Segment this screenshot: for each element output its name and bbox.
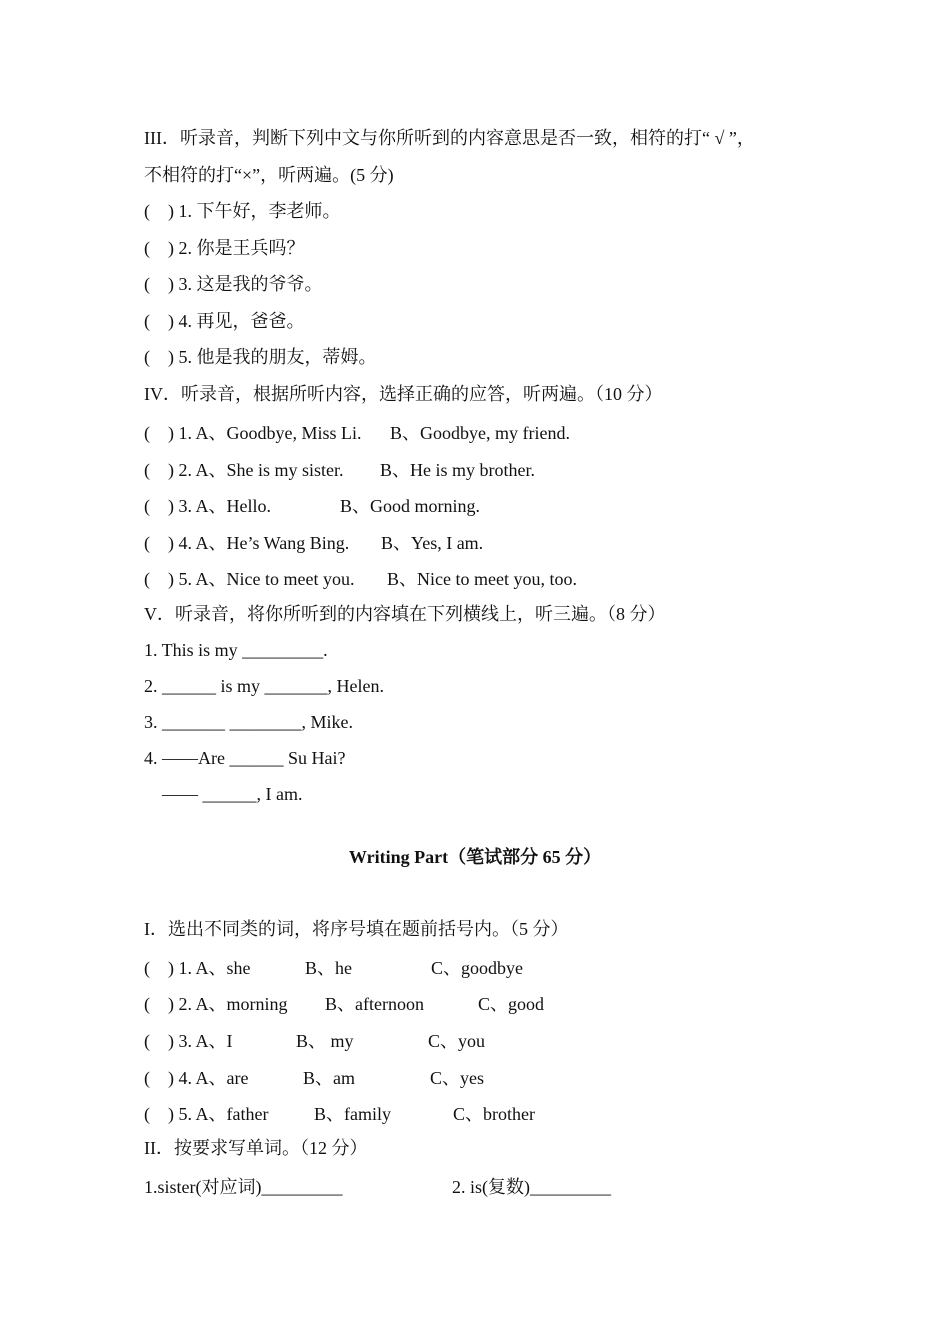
section-4-item-1-b: B、Goodbye, my friend. <box>390 423 570 443</box>
section-1-item-2-c: C、good <box>478 994 545 1014</box>
section-1-item-4-b: B、am <box>303 1068 355 1088</box>
section-3-item-1: ( ) 1. 下午好，李老师。 <box>144 201 341 221</box>
section-1-item-1-b: B、he <box>305 958 352 978</box>
section-3-title-line-2: 不相符的打“×”，听两遍。(5 分) <box>144 165 394 185</box>
section-1-item-5-b: B、family <box>314 1104 391 1124</box>
section-4-item-5-b: B、Nice to meet you, too. <box>387 569 577 589</box>
section-3-item-2: ( ) 2. 你是王兵吗？ <box>144 238 305 258</box>
section-4-item-3-b: B、Good morning. <box>340 496 481 516</box>
section-3-item-5: ( ) 5. 他是我的朋友，蒂姆。 <box>144 347 377 367</box>
section-1-title: I．选出不同类的词，将序号填在题前括号内。（5 分） <box>144 919 569 939</box>
section-3-item-4: ( ) 4. 再见，爸爸。 <box>144 311 305 331</box>
section-5-item-2: 2. ______ is my _______, Helen. <box>144 676 384 696</box>
section-5-title: V．听录音，将你所听到的内容填在下列横线上，听三遍。（8 分） <box>144 604 666 624</box>
section-2-question-1: 1.sister(对应词)_________ <box>144 1177 343 1197</box>
section-1-item-5-c: C、brother <box>453 1104 535 1124</box>
section-3-title-line-1: III．听录音，判断下列中文与你所听到的内容意思是否一致，相符的打“ √ ”， <box>144 128 755 148</box>
writing-part-header: Writing Part（笔试部分 65 分） <box>348 847 602 867</box>
section-4-title: IV．听录音，根据所听内容，选择正确的应答，听两遍。（10 分） <box>144 384 663 404</box>
section-1-item-5-a: ( ) 5. A、father <box>144 1104 269 1124</box>
section-1-item-3-a: ( ) 3. A、I <box>144 1031 233 1051</box>
section-1-item-1-a: ( ) 1. A、she <box>144 958 251 978</box>
section-2-title: II．按要求写单词。（12 分） <box>144 1138 368 1158</box>
section-3-item-3: ( ) 3. 这是我的爷爷。 <box>144 274 323 294</box>
section-4-item-4-b: B、Yes, I am. <box>381 533 484 553</box>
section-4-item-5-a: ( ) 5. A、Nice to meet you. <box>144 569 355 589</box>
section-4-item-2-a: ( ) 2. A、She is my sister. <box>144 460 344 480</box>
section-2-question-2: 2. is(复数)_________ <box>452 1177 611 1197</box>
section-1-item-1-c: C、goodbye <box>431 958 523 978</box>
section-5-item-1: 1. This is my _________. <box>144 640 328 660</box>
section-4-item-4-a: ( ) 4. A、He’s Wang Bing. <box>144 533 350 553</box>
section-5-item-4: 4. ——Are ______ Su Hai? <box>144 748 346 768</box>
section-1-item-3-c: C、you <box>428 1031 486 1051</box>
section-4-item-3-a: ( ) 3. A、Hello. <box>144 496 271 516</box>
section-1-item-4-c: C、yes <box>430 1068 484 1088</box>
section-1-item-2-b: B、afternoon <box>325 994 424 1014</box>
section-1-item-3-b: B、 my <box>296 1031 354 1051</box>
section-5-item-3: 3. _______ ________, Mike. <box>144 712 353 732</box>
section-4-item-2-b: B、He is my brother. <box>380 460 535 480</box>
section-1-item-2-a: ( ) 2. A、morning <box>144 994 288 1014</box>
section-1-item-4-a: ( ) 4. A、are <box>144 1068 249 1088</box>
section-5-item-4-answer: —— ______, I am. <box>162 784 303 804</box>
section-4-item-1-a: ( ) 1. A、Goodbye, Miss Li. <box>144 423 362 443</box>
